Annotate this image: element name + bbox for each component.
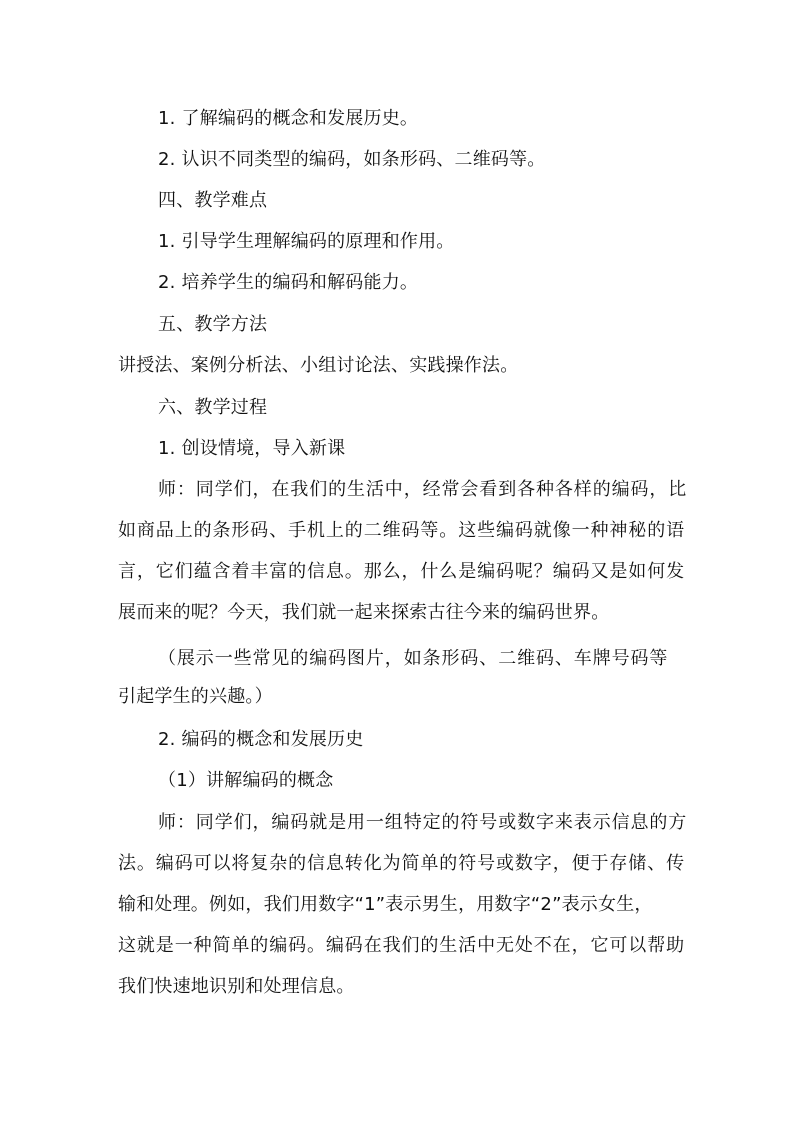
paragraph-line: 如商品上的条形码、手机上的二维码等。这些编码就像一种神秘的语 [118, 520, 685, 541]
paragraph-line: 言，它们蕴含着丰富的信息。那么，什么是编码呢？编码又是如何发 [118, 561, 685, 582]
paragraph-line: 师：同学们，编码就是用一组特定的符号或数字来表示信息的方 [158, 812, 688, 833]
section-heading-process: 六、教学过程 [158, 397, 268, 418]
paragraph-line: 我们快速地识别和处理信息。 [118, 976, 355, 997]
section-heading-difficulties: 四、教学难点 [158, 190, 268, 211]
paragraph-line: 展而来的呢？今天，我们就一起来探索古往今来的编码世界。 [118, 602, 610, 623]
process-step-1-heading: 1. 创设情境，导入新课 [158, 438, 346, 459]
paragraph-line: （展示一些常见的编码图片，如条形码、二维码、车牌号码等 [158, 648, 669, 669]
process-substep-heading: （1）讲解编码的概念 [158, 770, 334, 791]
difficulty-item-2: 2. 培养学生的编码和解码能力。 [158, 272, 419, 293]
goal-item-1: 1. 了解编码的概念和发展历史。 [158, 108, 419, 129]
paragraph-line: 这就是一种简单的编码。编码在我们的生活中无处不在，它可以帮助 [118, 935, 685, 956]
difficulty-item-1: 1. 引导学生理解编码的原理和作用。 [158, 231, 455, 252]
paragraph-line: 师：同学们，在我们的生活中，经常会看到各种各样的编码，比 [158, 479, 688, 500]
paragraph-line: 输和处理。例如，我们用数字“1”表示男生，用数字“2”表示女生， [118, 894, 653, 915]
section-heading-methods: 五、教学方法 [158, 314, 268, 335]
methods-text: 讲授法、案例分析法、小组讨论法、实践操作法。 [118, 355, 519, 376]
paragraph-line: 法。编码可以将复杂的信息转化为简单的符号或数字，便于存储、传 [118, 853, 685, 874]
goal-item-2: 2. 认识不同类型的编码，如条形码、二维码等。 [158, 149, 546, 170]
process-step-2-heading: 2. 编码的概念和发展历史 [158, 729, 364, 750]
paragraph-line: 引起学生的兴趣。） [118, 686, 273, 707]
